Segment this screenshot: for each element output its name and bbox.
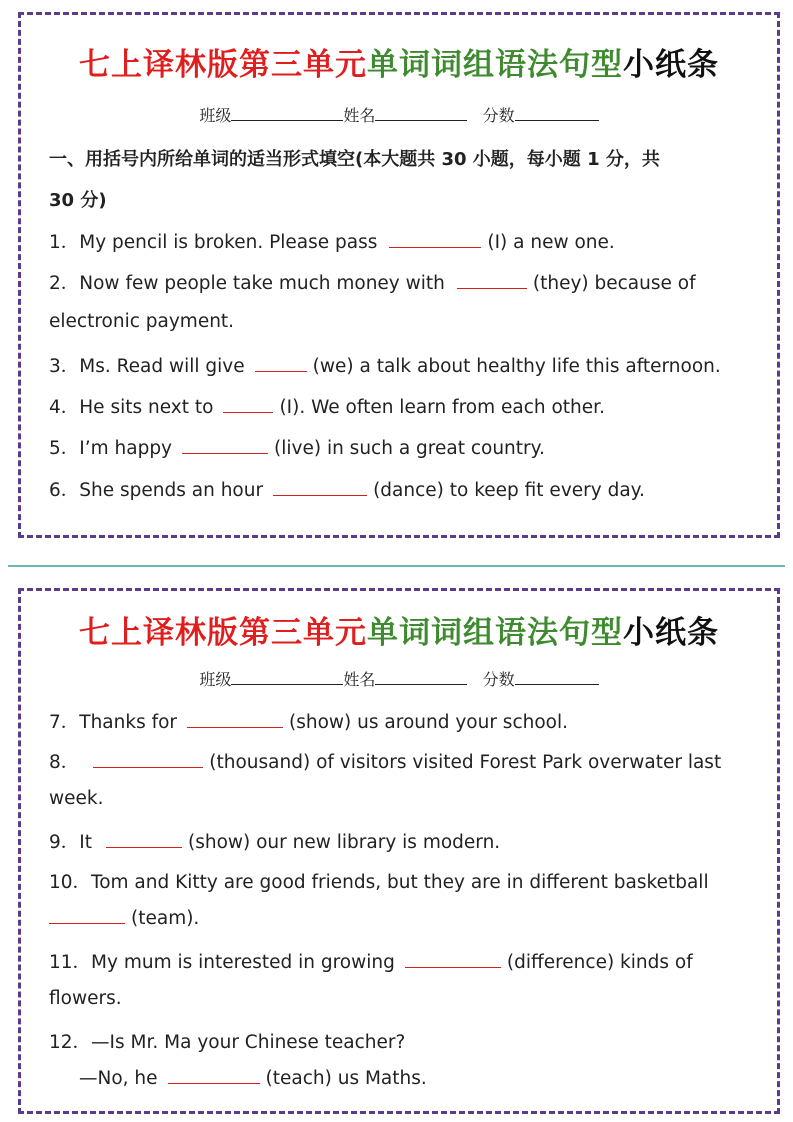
q5-text-a: 5．I’m happy [49,438,173,459]
worksheet-title-2 [21,607,777,652]
question-4 [49,393,605,419]
q3-text-a: 3．Ms. Read will give [49,356,245,377]
q5-blank[interactable] [182,439,268,454]
question-10-cont [49,908,199,929]
name-field-2[interactable] [375,670,467,685]
q2-text-a: 2．Now few people take much money with [49,273,445,294]
q10-text-b: (team). [131,908,200,929]
title-part-red: 七上译林版第三单元 [79,47,367,83]
question-7 [49,708,568,734]
score-field[interactable] [515,106,599,121]
worksheet-title [21,39,777,84]
question-8 [49,748,721,774]
question-3 [49,352,721,378]
question-2-cont: electronic payment. [49,311,235,332]
q5-text-b: (live) in such a great country. [274,438,545,459]
q8-blank[interactable] [93,753,203,768]
q7-text-a: 7．Thanks for [49,712,178,733]
title-part-black: 小纸条 [623,47,719,83]
q3-text-b: (we) a talk about healthy life this afternoon. [312,356,721,377]
title-part-black-2: 小纸条 [623,615,719,651]
class-field[interactable] [231,106,343,121]
q4-text-a: 4．He sits next to [49,397,214,418]
q2-text-b: (they) because of [532,273,696,294]
q1-text-a: 1．My pencil is broken. Please pass [49,232,378,253]
q4-blank[interactable] [223,398,273,413]
name-label-2: 姓名 [343,670,376,689]
question-2 [49,269,696,295]
q6-text-a: 6．She spends an hour [49,480,264,501]
question-1 [49,228,615,254]
question-12-reply [79,1068,427,1089]
class-label-2: 班级 [199,670,232,689]
question-12: 12．—Is Mr. Ma your Chinese teacher? [49,1032,406,1053]
q12-text-c: (teach) us Maths. [265,1068,427,1089]
question-8-cont: week. [49,788,104,809]
q6-text-b: (dance) to keep fit every day. [373,480,645,501]
student-info-line [21,103,777,126]
q11-blank[interactable] [405,953,501,968]
q1-blank[interactable] [389,233,481,248]
q7-blank[interactable] [187,713,283,728]
question-11 [49,948,693,974]
q1-text-b: (I) a new one. [487,232,615,253]
score-label-2: 分数 [482,670,515,689]
instruction-line-2: 30 分) [49,190,107,211]
q8-text-b: (thousand) of visitors visited Forest Park overwater last [209,752,722,773]
question-6 [49,476,645,502]
title-part-green-2: 单词词组语法句型 [367,615,623,651]
question-5 [49,434,545,460]
instruction-line-1: 一、用括号内所给单词的适当形式填空(本大题共 30 小题，每小题 1 分，共 [49,149,660,170]
worksheet-card-top [18,12,780,538]
score-field-2[interactable] [515,670,599,685]
q6-blank[interactable] [273,481,367,496]
q12-blank[interactable] [168,1069,260,1084]
q4-text-b: (I). We often learn from each other. [279,397,605,418]
q3-blank[interactable] [255,357,307,372]
question-9 [49,828,500,854]
score-label: 分数 [482,106,515,125]
student-info-line-2 [21,667,777,690]
q7-text-b: (show) us around your school. [289,712,569,733]
worksheet-card-bottom [18,588,780,1114]
q11-text-a: 11．My mum is interested in growing [49,952,395,973]
q9-text-b: (show) our new library is modern. [187,832,501,853]
title-part-green: 单词词组语法句型 [367,47,623,83]
q9-blank[interactable] [106,833,182,848]
q11-text-b: (difference) kinds of [506,952,693,973]
class-field-2[interactable] [231,670,343,685]
q2-blank[interactable] [457,274,527,289]
name-label: 姓名 [343,106,376,125]
q10-blank[interactable] [49,909,125,924]
q8-text-a: 8． [49,752,80,773]
question-10: 10．Tom and Kitty are good friends, but they are in different basketball [49,872,709,893]
card-separator [8,565,785,567]
name-field[interactable] [375,106,467,121]
title-part-red-2: 七上译林版第三单元 [79,615,367,651]
q12-text-b: —No, he [79,1068,158,1089]
question-11-cont: flowers. [49,988,122,1009]
q9-text-a: 9．It [49,832,92,853]
class-label: 班级 [199,106,232,125]
